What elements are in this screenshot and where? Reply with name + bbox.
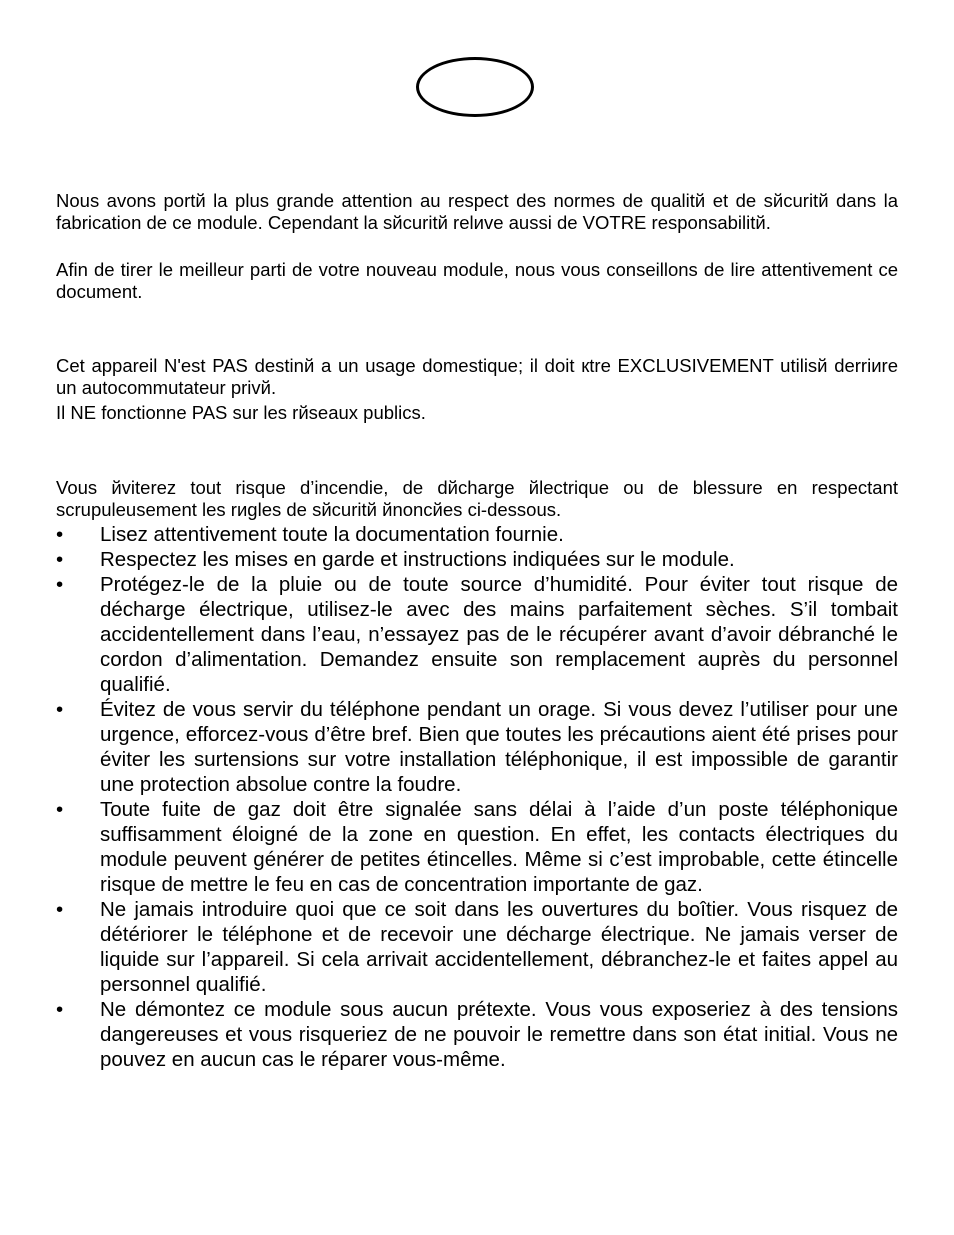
safety-instructions-list (56, 522, 898, 1072)
bullet-icon: • (56, 523, 64, 546)
intro-paragraph-1: Nous avons portй la plus grande attention au respect des normes de qualitй et de sйcuritй dans la fabrication de ce module. Cependant la sйcuritй relиve aussi de VOTRE responsabilitй. (56, 190, 898, 233)
bullet-icon: • (56, 573, 64, 596)
list-item (56, 572, 898, 697)
list-item (56, 797, 898, 897)
list-item (56, 697, 898, 797)
bullet-icon: • (56, 698, 64, 721)
bullet-icon: • (56, 798, 64, 821)
list-item (56, 897, 898, 997)
oval-logo-icon (416, 57, 534, 117)
safety-intro-paragraph: Vous йviterez tout risque d’incendie, de dйcharge йlectrique ou de blessure en respectant scrupuleusement les rиgles de sйcuritй йnoncйes ci-dessous. (56, 477, 898, 520)
list-item-text: Ne démontez ce module sous aucun prétexte. Vous vous exposeriez à des tensions dangereuses et vous risqueriez de ne pouvoir le remettre dans son état initial. Vous ne pouvez en aucun cas le réparer vous-même. (100, 998, 898, 1071)
list-item-text: Ne jamais introduire quoi que ce soit dans les ouvertures du boîtier. Vous risquez de détériorer le téléphone et de recevoir une décharge électrique. Ne jamais verser de liquide sur l’appareil. Si cela arrivait accidentellement, débranchez-le et faites appel au personnel qualifié. (100, 898, 898, 996)
list-item (56, 547, 898, 572)
bullet-icon: • (56, 898, 64, 921)
usage-paragraph-1: Cet appareil N'est PAS destinй a un usage domestique; il doit кtre EXCLUSIVEMENT utilisй derriиre un autocommutateur privй. (56, 355, 898, 398)
list-item-text: Toute fuite de gaz doit être signalée sans délai à l’aide d’un poste téléphonique suffisamment éloigné de la zone en question. En effet, les contacts électriques du module peuvent générer de petites étincelles. Même si c’est improbable, cette étincelle risque de mettre le feu en cas de concentration importante de gaz. (100, 798, 898, 896)
list-item-text: Protégez-le de la pluie ou de toute source d’humidité. Pour éviter tout risque de décharge électrique, utilisez-le avec des mains parfaitement sèches. S’il tombait accidentellement dans l’eau, n’essayez pas de le récupérer avant d’avoir débranché le cordon d’alimentation. Demandez ensuite son remplacement auprès du personnel qualifié. (100, 573, 898, 696)
bullet-icon: • (56, 548, 64, 571)
list-item-text: Lisez attentivement toute la documentation fournie. (100, 523, 564, 546)
list-item (56, 522, 898, 547)
intro-paragraph-2: Afin de tirer le meilleur parti de votre nouveau module, nous vous conseillons de lire attentivement ce document. (56, 259, 898, 302)
list-item-text: Évitez de vous servir du téléphone pendant un orage. Si vous devez l’utiliser pour une urgence, efforcez-vous d’être bref. Bien que toutes les précautions aient été prises pour éviter les surtensions sur votre installation téléphonique, il est impossible de garantir une protection absolue contre la foudre. (100, 698, 898, 796)
usage-paragraph-2: Il NE fonctionne PAS sur les rйseaux publics. (56, 402, 426, 423)
list-item-text: Respectez les mises en garde et instructions indiquées sur le module. (100, 548, 735, 571)
bullet-icon: • (56, 998, 64, 1021)
list-item (56, 997, 898, 1072)
